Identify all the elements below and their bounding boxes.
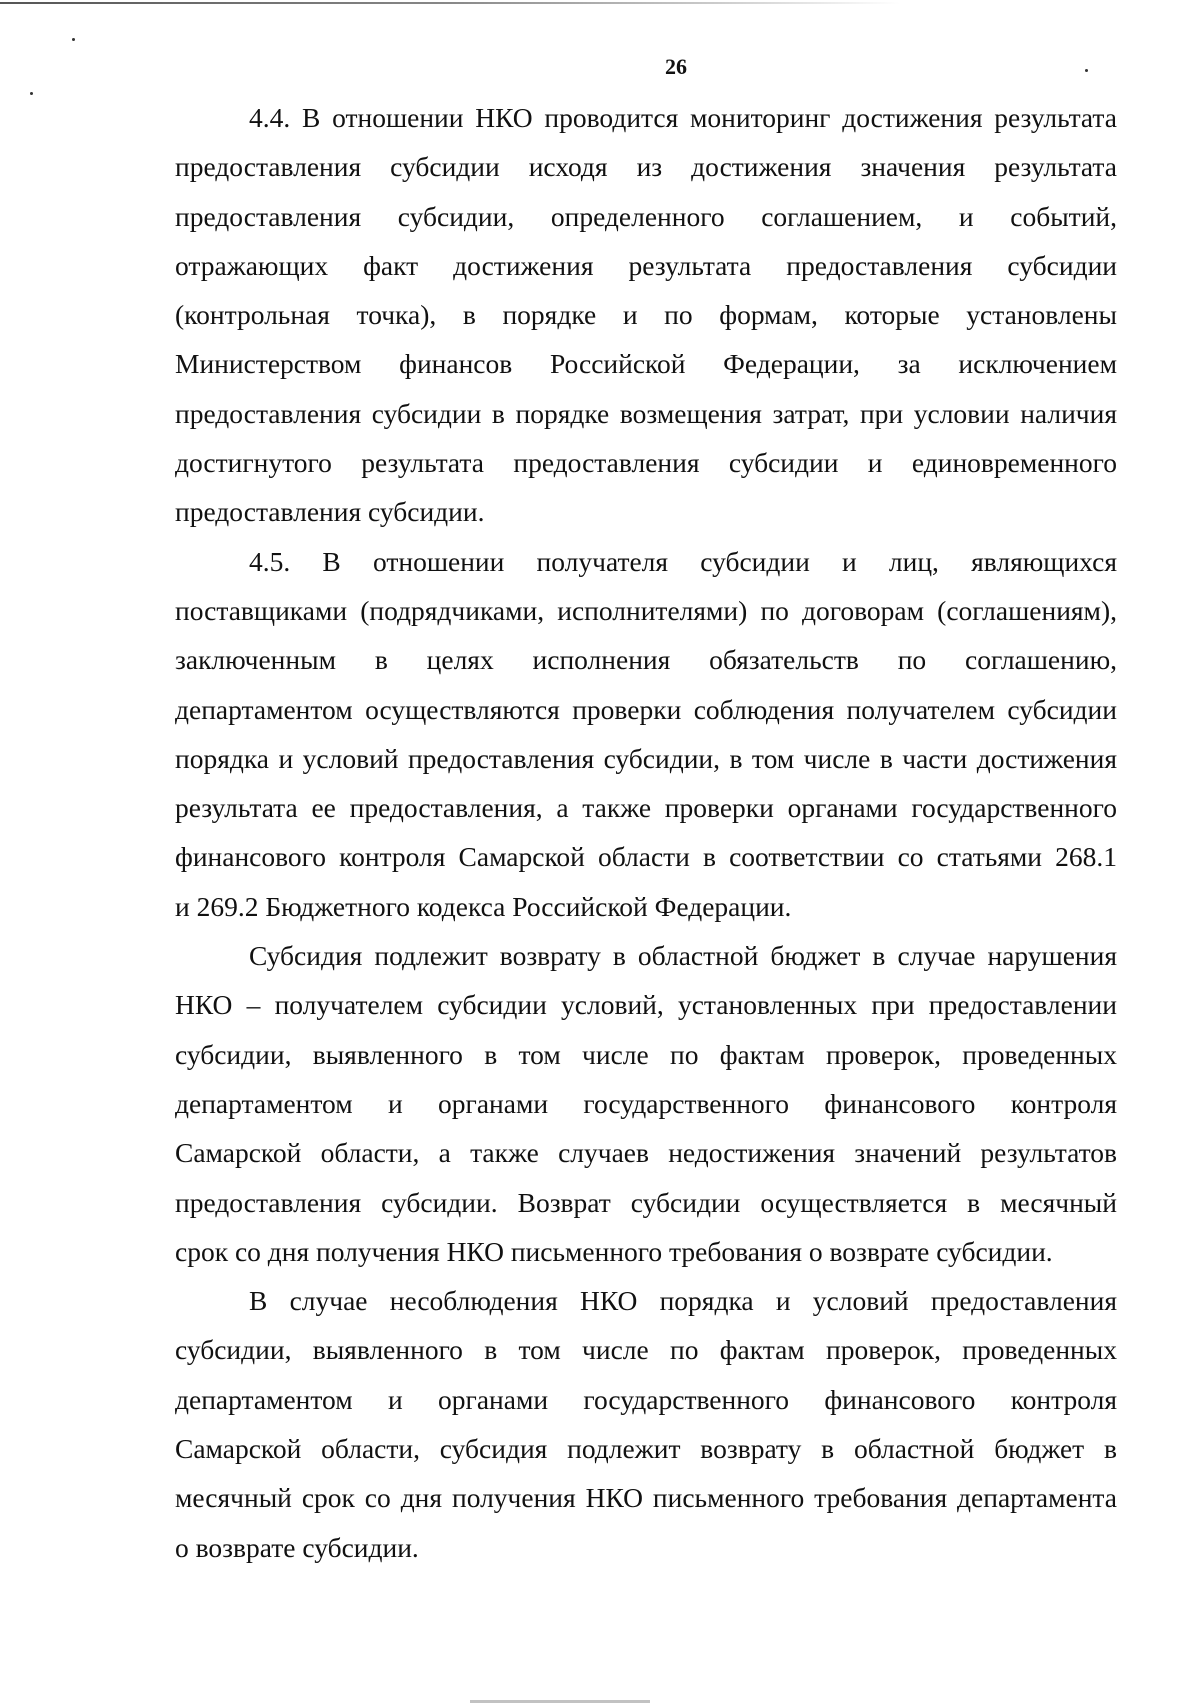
text-line: Самарской области, субсидия подлежит возврату в областной бюджет в [175,1433,1117,1465]
text-line: субсидии, выявленного в том числе по фактам проверок, проведенных [175,1334,1117,1366]
text-line: месячный срок со дня получения НКО письменного требования департамента [175,1482,1117,1514]
document-body [175,93,1117,1572]
text-line: департаментом осуществляются проверки соблюдения получателем субсидии [175,693,1117,725]
text-line: поставщиками (подрядчиками, исполнителями) по договорам (соглашениям), [175,594,1117,626]
scan-speck [30,92,33,95]
text-line: и 269.2 Бюджетного кодекса Российской Федерации. [175,890,792,922]
text-line: Самарской области, а также случаев недостижения значений результатов [175,1137,1117,1169]
text-line: 4.4. В отношении НКО проводится мониторинг достижения результата [249,102,1117,133]
text-line: результата ее предоставления, а также проверки органами государственного [175,792,1117,824]
text-line: заключенным в целях исполнения обязательств по соглашению, [175,644,1117,676]
text-line: 4.5. В отношении получателя субсидии и лиц, являющихся [249,545,1117,577]
text-line: предоставления субсидии исходя из достижения значения результата [175,151,1117,183]
paragraph [175,1276,1117,1572]
text-line: субсидии, выявленного в том числе по фактам проверок, проведенных [175,1038,1117,1070]
text-line: департаментом и органами государственного финансового контроля [175,1383,1117,1415]
paragraph [175,93,1117,537]
paragraph [175,931,1117,1276]
scan-edge-bottom [470,1700,650,1703]
text-line: предоставления субсидии, определенного соглашением, и событий, [175,200,1117,232]
scan-edge-top [0,2,900,4]
text-line: департаментом и органами государственного финансового контроля [175,1087,1117,1119]
text-line: предоставления субсидии. [175,496,485,528]
text-line: В случае несоблюдения НКО порядка и условий предоставления [249,1285,1117,1317]
text-line: достигнутого результата предоставления субсидии и единовременного [175,447,1117,479]
text-line: порядка и условий предоставления субсидии, в том числе в части достижения [175,742,1117,774]
paragraph [175,537,1117,931]
text-line: о возврате субсидии. [175,1531,419,1563]
text-line: предоставления субсидии в порядке возмещения затрат, при условии наличия [175,397,1117,429]
scan-speck [72,38,75,41]
text-line: срок со дня получения НКО письменного требования о возврате субсидии. [175,1235,1053,1267]
page-number: 26 [665,54,687,79]
text-line: предоставления субсидии. Возврат субсидии осуществляется в месячный [175,1186,1117,1218]
text-line: НКО – получателем субсидии условий, установленных при предоставлении [175,989,1117,1021]
text-line: Министерством финансов Российской Федерации, за исключением [175,348,1117,380]
text-line: Субсидия подлежит возврату в областной бюджет в случае нарушения [249,940,1117,972]
text-line: (контрольная точка), в порядке и по формам, которые установлены [175,299,1117,331]
text-line: отражающих факт достижения результата предоставления субсидии [175,249,1117,281]
text-line: финансового контроля Самарской области в соответствии со статьями 268.1 [175,841,1117,873]
